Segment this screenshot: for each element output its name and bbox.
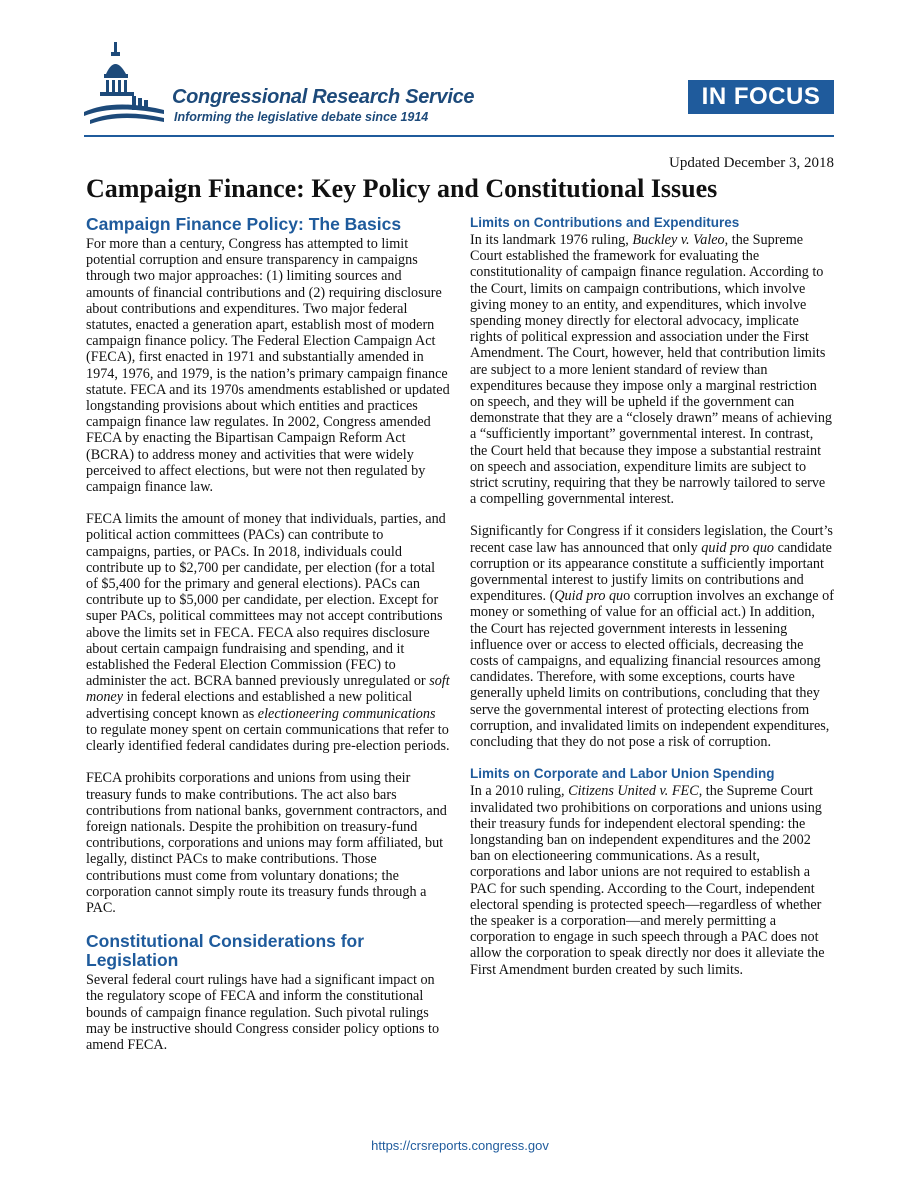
left-column	[86, 215, 450, 1069]
paragraph: In a 2010 ruling, Citizens United v. FEC, the Supreme Court invalidated two prohibitions on corporations and unions using their treasury funds for independent electoral spending: the longstanding ban on independent expenditures and the 2002 ban on electioneering communications. As a result, corporations and labor unions are not required to establish a PAC for such spending. According to the Court, independent electoral spending is protected speech—regardless of whether the speaker is a corporation—and merely permitting a corporation to engage in such speech through a PAC does not allow the corporation to speak directly nor does it alleviate the First Amendment burden created by such limits.	[470, 783, 825, 978]
in-focus-badge: IN FOCUS	[688, 80, 834, 114]
paragraph: In its landmark 1976 ruling, Buckley v. Valeo, the Supreme Court established the framework for evaluating the constitutionality of campaign finance regulation. According to the Court, limits on campaign contributions, which involve giving money to an entity, and expenditures, which involve spending money directly for electoral advocacy, implicate rights of political expression and association under the First Amendment. The Court, however, held that contribution limits are subject to a more lenient standard of review than expenditures because they impose only a marginal restriction on speech, and they will be upheld if the government can demonstrate that they are a “closely drawn” means of achieving a “sufficiently important” governmental interest. In contrast, the Court held that because they impose a substantial restraint on speech and association, expenditure limits are subject to strict scrutiny, requiring that they be narrowly tailored to serve a compelling governmental interest.	[470, 232, 833, 508]
subheading-corporate: Limits on Corporate and Labor Union Spending	[470, 766, 775, 782]
paragraph: FECA prohibits corporations and unions from using their treasury funds to make contributions. The act also bars contributions from national banks, government contractors, and foreign nationals. Despite the prohibition on treasury-fund contributions, corporations and unions may form affiliated, but legally, distinct PACs to make contributions. Those contributions must come from voluntary donations; the corporation cannot simply route its treasury funds through a PAC.	[86, 770, 447, 916]
subheading-contributions: Limits on Contributions and Expenditures	[470, 215, 740, 230]
org-name: Congressional Research Service	[172, 86, 475, 108]
section-heading-basics: Campaign Finance Policy: The Basics	[86, 214, 402, 234]
section-heading-constitutional: Constitutional Considerations for Legislation	[86, 931, 365, 971]
page-title: Campaign Finance: Key Policy and Constitutional Issues	[86, 174, 718, 203]
paragraph: Several federal court rulings have had a significant impact on the regulatory scope of FECA and inform the constitutional bounds of campaign finance regulation. Such pivotal rulings may be instructive should Congress consider policy options to amend FECA.	[86, 972, 440, 1053]
right-column	[470, 215, 834, 994]
paragraph: For more than a century, Congress has attempted to limit potential corruption and ensure transparency in campaigns through two major approaches: (1) limiting sources and amounts of financial contributions and (2) requiring disclosure about contributions and expenditures. Two major federal statutes, enacted a generation apart, establish most of modern campaign finance policy. The Federal Election Campaign Act (FECA), first enacted in 1971 and substantially amended in 1974, 1976, and 1979, is the nation’s primary campaign finance statute. FECA and its 1970s amendments established or updated longstanding provisions about which entities and practices campaign finance law regulates. In 2002, Congress amended FECA by enacting the Bipartisan Campaign Reform Act (BCRA) to address money and activities that were widely perceived to affect elections, but were not then regulated by campaign finance law.	[86, 236, 450, 496]
paragraph: FECA limits the amount of money that individuals, parties, and political action committees (PACs) can contribute to campaigns, parties, or PACs. In 2018, individuals could contribute up to $2,700 per candidate, per election (for a total of $5,400 for the primary and general elections). PACs can contribute up to $5,000 per candidate, per election. Except for super PACs, political committees may not accept contributions above the limits set in FECA. FECA also requires disclosure about certain campaign fundraising and spending, and it established the Federal Election Commission (FEC) to administer the act. BCRA banned previously unregulated or soft money in federal elections and established a new political advertising concept known as electioneering communications to regulate money spent on certain communications that refer to clearly identified federal candidates during pre-election periods.	[86, 511, 450, 755]
capitol-dome-icon	[84, 40, 164, 128]
org-tagline: Informing the legislative debate since 1914	[174, 110, 429, 124]
footer-url[interactable]: https://crsreports.congress.gov	[371, 1138, 549, 1153]
updated-date: Updated December 3, 2018	[669, 155, 834, 171]
page-header	[0, 0, 920, 140]
paragraph: Significantly for Congress if it considers legislation, the Court’s recent case law has announced that only quid pro quo candidate corruption or its appearance constitute a sufficiently important governmental interest to justify limits on contributions and expenditures. (Quid pro quo corruption involves an exchange of money or something of value for an official act.) In addition, the Court has rejected government interests in lessening influence over or access to elected officials, decreasing the costs of campaigns, and equalizing financial resources among candidates. Therefore, with some exceptions, courts have generally upheld limits on contributions, concluding that they serve the governmental interest of protecting elections from corruption, and invalidated limits on independent expenditures, concluding that they do not pose a risk of corruption.	[470, 523, 834, 751]
header-divider	[84, 135, 834, 137]
